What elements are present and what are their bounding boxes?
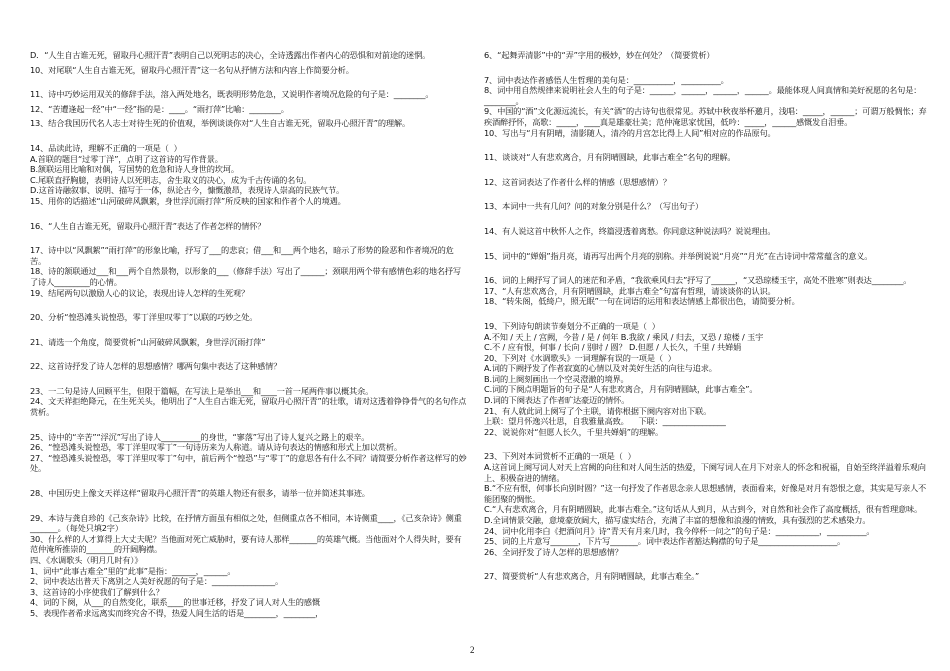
question-block: 29、本诗与龚自珍的《己亥杂诗》比较，在抒情方面虽有相似之处，但侧重点各不相同，本诗侧重____，《己亥杂诗》侧重_______。（每处只填2字） 30、什么样的人才算得上大丈夫呢？当他面对死亡威胁时，要有诗人那样_______的英雄气概。当他面对个人得失时，要有范仲淹所推崇的_______的开阔胸襟。 四、《水调歌头（明月几时有）》 1、词中“此事古难全”里的“此事”是指：______，______。 2、词中表达出普天下离别之人美好祝愿的句子是：________________。 3、这首诗的小序使我们了解到什么？ 4、词的下阕，从___的自然变化，联系____的世事迁移，抒发了词人对人生的感慨 5、表现作者希求远离实而终究舍不得，热爱人间生活的语是________，________， <box>30 512 462 618</box>
question-block: 11、谈谈对“人有悲欢离合，月有阴晴圆缺，此事古难全”名句的理解。 <box>484 152 736 163</box>
question-block: 11、诗中巧妙运用双关的修辞手法，溶入两处地名，既表明形势危急，又说明作者境况危险的句子是：________。 <box>30 89 434 100</box>
question-block: 13、本词中一共有几问？问的对象分别是什么？（写出句子） <box>484 201 704 212</box>
question-block: 27、简要赏析“人有悲欢离合，月有阴晴圆缺，此事古难全。” <box>484 571 700 582</box>
question-block: 28、中国历史上像文天祥这样“留取丹心照汗青”的英雄人物还有很多，请举一位并简述其事迹。 <box>30 488 370 499</box>
question-block: 7、词中表达作者感悟人生哲理的美句是：__________，__________。 8、词中用自然规律来说明社会人生的句子是：______，______，______，______。最能体现人间真情和美好祝愿的名句是：________。 9、中国的“酒”文化源远流长，有关“酒”的古诗句也很常见。苏轼中秋夜举杯邀月，浅唱：_____，______；可谓万般惆怅；弃疾酒醉抒怀，高歌：_____，____真是雄豪壮美；范仲淹思家忧国，低吟：_____，______感慨发自泪垂。 10、写出与“月有阴晴，清影随人，清冷的月宫怎比得上人间”相对应的作品原句。 <box>484 74 927 138</box>
question-block: 23、下列对本词赏析不正确的一项是（ ） A.这首词上阕写词人对天上宫阙的向往和对人间生活的热爱，下阕写词人在月下对亲人的怀念和祝福，自始至终洋溢着乐观向上、积极奋进的情绪。 B.“不应有恨，何事长向别时圆？”这一句抒发了作者思念亲人思想感情，表面看来，好像是对月有怨恨之意，其实是写亲人不能团聚的惆怅。 C.“人有悲欢离合，月有阴晴圆缺，此事古难全。”这句话从人到月，从古到今，对自然和社会作了高度概括，很有哲理意味。 D.全词情景交融，意境豪放阔大，描写虚实结合，充满了丰富的想像和浪漫的情致，具有强烈的艺术感染力。 24、词中化用李白《把酒问月》诗“青天有月来几时，我今停杯一问之”的句子是：___________，__________。 25、词的上片意写_______，下片写_______。词中表达作者豁达胸襟的句子是____________________。 26、全词抒发了诗人怎样的思想感情？ <box>484 451 927 557</box>
question-block: 22、这首诗抒发了诗人怎样的思想感情？哪两句集中表达了这种感情？ <box>30 361 282 372</box>
question-block: 15、词中的“婵娟”指月亮，请再写出两个月亮的别称。并举例说说“月亮”“月光”在古诗词中常常蕴含的意义。 <box>484 250 873 261</box>
question-block: 23、一二句是诗人回顾平生，但限于篇幅，在写法上是举出___和____一首一尾两件事以概其余。 24、文天祥拒绝降元，在生死关头，他明出了“人生自古谁无死，留取丹心照汗青”的壮歌，请对这透着铮铮骨气的名句作点赏析。 <box>30 385 467 418</box>
question-block: 16、“人生自古谁无死，留取丹心照汗青”表达了作者怎样的情怀？ <box>30 220 266 231</box>
right-column <box>484 50 928 586</box>
question-block: 19、下列诗句朗读节奏划分不正确的一项是（ ） A.不知 / 天上 / 宫阙，今昔 / 是 / 何年 B.我欲 / 乘风 / 归去，又恐 / 琼楼 / 玉宇 C.不 / 应有恨，何事 / 长向 / 别时 / 圆？ D.但愿 / 人长久，千里 / 共婵娟 20、下列对《水调歌头》一词理解有误的一项是（ ） A.词的下阙抒发了作者寂寞的心情以及对美好生活的向往与追求。 B.词的上阕刻画出一个空灵澄澈的境界。 C.词的下阕点明题旨的句子是“人有悲欢离合，月有阴晴圆缺，此事古难全”。 D.词的下阕表达了作者旷达豪迈的情怀。 21、有人就此词上阕写了个主联，请你根据下阕内容对出下联。 上联：望月怀逸兴壮思，自我雅量高致。 下联：________________ 22、说说你对“但愿人长久，千里共婵娟”的理解。 <box>484 320 764 437</box>
question-block: 14、品读此诗，理解不正确的一项是（ ） A.首联的题目“过零丁洋”，点明了这首诗的写作背景。 B.颔联运用比喻和对偶，写国势的危急和诗人身世的坎坷。 C.尾联直抒胸臆，表明诗人以死明志，舍生取义的决心，成为千古传诵的名句。 D.这首诗融叙事、说明、描写于一体，纵论古今，慷慨激昂，表现诗人崇高的民族气节。 15、用你的话描述“山河破碎风飘絮，身世浮沉雨打萍”所反映的国家和作者个人的境遇。 <box>30 142 346 206</box>
question-block: 20、分析“惶恐滩头说惶恐，零丁洋里叹零丁”以联的巧妙之处。 <box>30 312 258 323</box>
question-block: 13、结合我国历代名人志士对待生死的价值观，举例谈谈你对“人生自古谁无死，留取丹心照汗青”的理解。 <box>30 118 410 129</box>
question-block: 25、诗中的“辛苦”“浮沉”写出了诗人__________的身世，“寥落”写出了诗人复兴之路上的艰辛。 26、“惶恐滩头说惶恐，零丁洋里叹零丁”一句诗历来为人称道。请从诗句表达的情感和形式上加以赏析。 27、“惶恐滩头说惶恐，零丁洋里叹零丁”句中，前后两个“惶恐”与“零丁”的意思各有什么不同？请简要分析作者这样写的妙处。 <box>30 431 467 474</box>
left-column <box>30 50 468 623</box>
page-number: 2 <box>470 645 475 655</box>
question-block: 10、对尾联“人生自古谁无死，留取丹心照汗青”这一名句从抒情方法和内容上作简要分析。 <box>30 64 354 75</box>
question-block: D．“人生自古谁无死，留取丹心照汗青”表明自己以死明志的决心，全诗透露出作者内心的恐惧和对前途的迷惘。 <box>30 50 431 60</box>
question-block: 12、“苦遭逢起一经”中“一经”指的是：____。“雨打萍”比喻：________。 <box>30 103 289 114</box>
question-block: 14、有人说这首中秋怀人之作，终篇浸透着离愁。你同意这种说法吗？说说理由。 <box>484 225 776 236</box>
question-block: 6、“起舞弄清影”中的“弄”字用的极妙，妙在何处？（简要赏析） <box>484 50 715 60</box>
question-block: 21、请选一个角度，简要赏析“山河破碎风飘絮，身世浮沉雨打萍” <box>30 336 266 347</box>
question-block: 12、这首词表达了作者什么样的情感（思想感情）？ <box>484 176 671 187</box>
question-block: 16、词的上阙抒写了词人的迷茫和矛盾，“我欲乘风归去”抒写了______，“又恐琼楼玉宇，高处不胜寒”则表达________。 17、“人有悲欢离合，月有阴晴圆缺，此事古难全”句富有哲理，请谈谈你的认识。 18、“转朱阁，低绮户，照无眠”一句在词语的运用和表达情感上都很出色，请简要分析。 <box>484 275 912 307</box>
question-block: 17、诗中以“风飘絮”“雨打萍”的形象比喻，抒写了___的悲哀；借___和___两个地名，暗示了形势的险恶和作者境况的危苦。 18、诗的颔联通过___和___两个自然景物，以形象的___（修辞手法）写出了______；颈联用两个带有感情色彩的地名抒写了诗人_________的心情。 19、结尾两句以激励人心的议论，表现出诗人怎样的生死观？ <box>30 245 461 298</box>
